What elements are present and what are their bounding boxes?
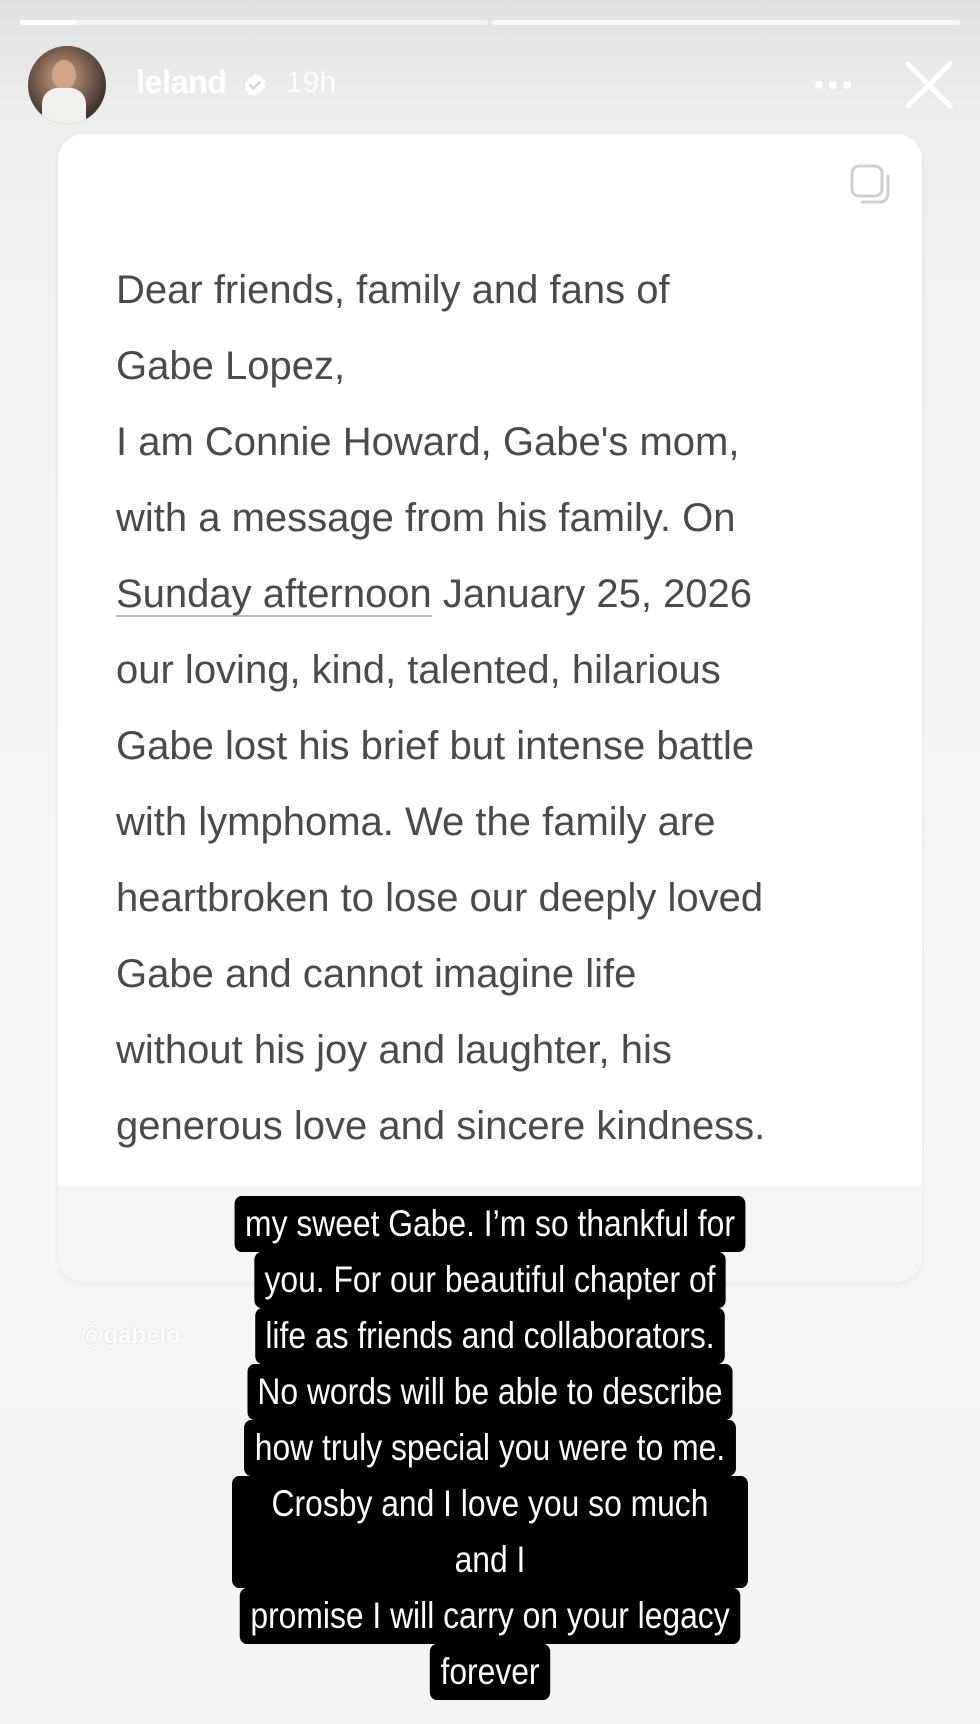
post-text-line: Gabe lost his brief but intense battle (116, 724, 755, 768)
copy-icon (848, 162, 894, 208)
caption-line: you. For our beautiful chapter of (254, 1252, 726, 1308)
story-caption (232, 1196, 748, 1700)
caption-line: No words will be able to describe (247, 1364, 733, 1420)
story-progress-segment-1 (20, 20, 488, 25)
post-text-fragment: January 25, 2026 (431, 572, 753, 616)
post-text-line: I am Connie Howard, Gabe's mom, (116, 420, 740, 464)
post-text-line: Dear friends, family and fans of (116, 268, 670, 312)
story-timestamp: 19h (286, 66, 337, 99)
shared-post-card[interactable] (58, 134, 922, 1282)
date-link[interactable]: Sunday afternoon (116, 572, 432, 616)
caption-line: Crosby and I love you so much and I (232, 1476, 748, 1588)
post-text-line: heartbroken to lose our deeply loved (116, 876, 764, 920)
post-text-line: Gabe Lopez, (116, 344, 346, 388)
post-text-line: generous love and sincere kindness. (116, 1104, 766, 1148)
caption-line: how truly special you were to me. (244, 1420, 735, 1476)
caption-line: promise I will carry on your legacy (240, 1588, 740, 1644)
close-icon[interactable] (902, 58, 956, 112)
username[interactable]: leland (136, 64, 227, 100)
story-progress-segment-2 (492, 20, 960, 25)
verified-badge-icon (242, 72, 268, 98)
caption-line: my sweet Gabe. I’m so thankful for (235, 1196, 746, 1252)
caption-line: forever (430, 1644, 550, 1700)
post-text (116, 252, 876, 1164)
caption-line: life as friends and collaborators. (255, 1308, 725, 1364)
story-progress-fill (20, 20, 76, 25)
avatar[interactable] (28, 46, 106, 124)
mention-watermark[interactable]: @gabelo (80, 1322, 181, 1349)
post-text-line: with a message from his family. On (116, 496, 736, 540)
post-text-line: without his joy and laughter, his (116, 1028, 672, 1072)
post-text-line: with lymphoma. We the family are (116, 800, 716, 844)
more-horizontal-icon[interactable] (812, 70, 854, 100)
post-text-line: our loving, kind, talented, hilarious (116, 648, 721, 692)
post-text-line: Gabe and cannot imagine life (116, 952, 637, 996)
post-text-line (116, 556, 876, 632)
